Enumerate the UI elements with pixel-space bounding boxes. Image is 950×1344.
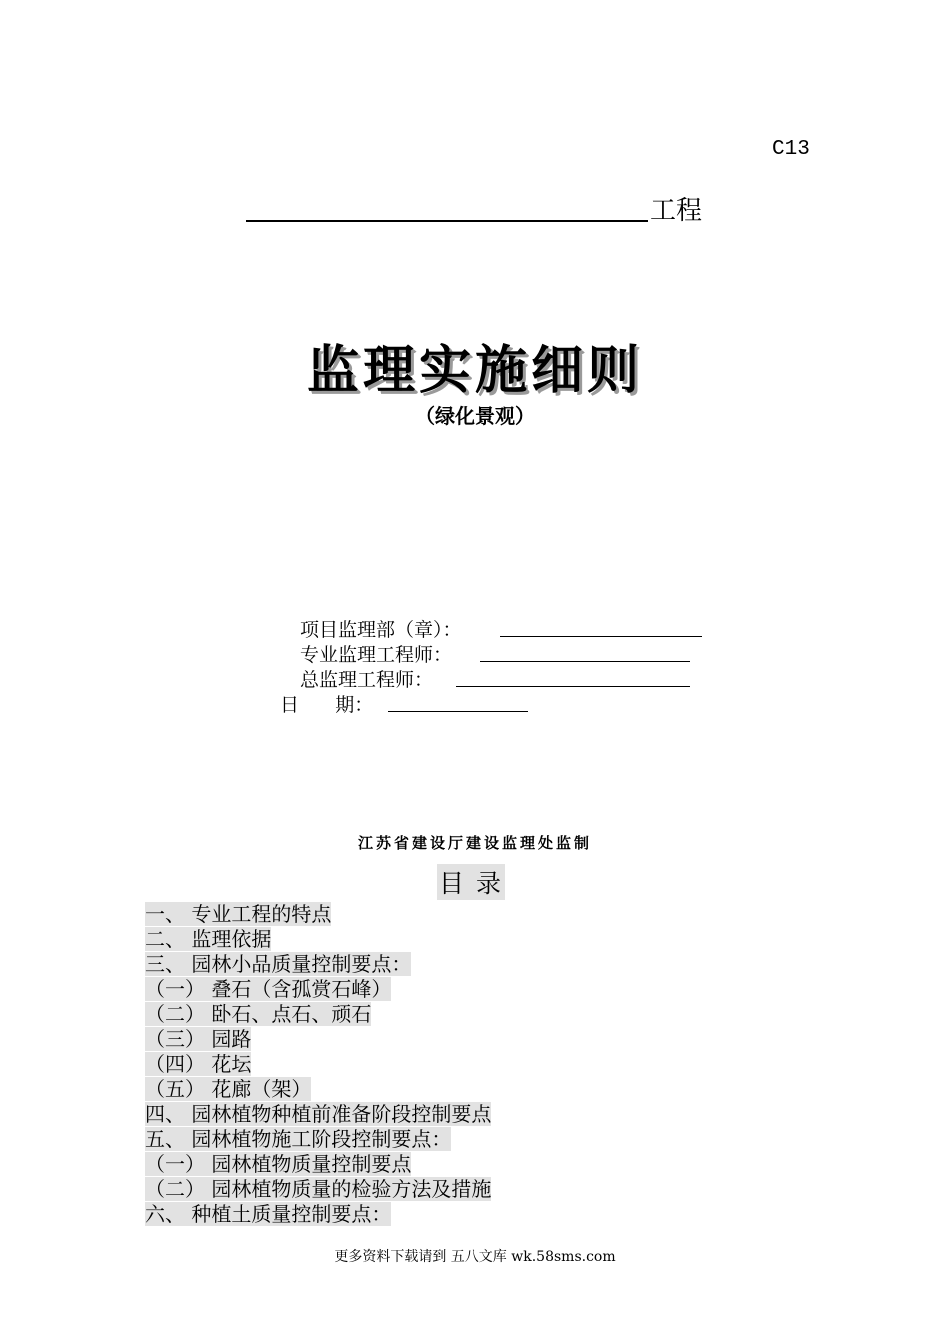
- toc-item: （三） 园路: [145, 1027, 252, 1051]
- toc-item: 四、 园林植物种植前准备阶段控制要点: [145, 1102, 492, 1126]
- signature-line-chief: [456, 685, 690, 687]
- signature-label-specialist: 专业监理工程师：: [300, 644, 453, 666]
- toc-item: 二、 监理依据: [145, 927, 272, 951]
- toc-item: 三、 园林小品质量控制要点：: [145, 952, 412, 976]
- toc-item: 五、 园林植物施工阶段控制要点：: [145, 1127, 452, 1151]
- toc-item: 一、 专业工程的特点: [145, 902, 332, 926]
- footer-note: 更多资料下载请到 五八文库 wk.58sms.com: [334, 1249, 616, 1265]
- signature-label-chief: 总监理工程师：: [300, 669, 434, 691]
- signature-label-date: 日 期：: [280, 694, 374, 716]
- document-code: C13: [772, 138, 810, 161]
- toc-item: （四） 花坛: [145, 1052, 252, 1076]
- toc-item: （二） 园林植物质量的检验方法及措施: [145, 1177, 492, 1201]
- issuer-note: 江苏省建设厅建设监理处监制: [357, 834, 592, 852]
- signature-line-specialist: [480, 660, 690, 662]
- signature-label-department: 项目监理部（章）：: [300, 619, 462, 641]
- table-of-contents: [145, 902, 491, 1227]
- toc-title: 目 录: [437, 864, 505, 900]
- toc-item: （一） 叠石（含孤赏石峰）: [145, 977, 392, 1001]
- document-title: 监理实施细则: [306, 341, 643, 401]
- signature-line-date: [388, 710, 528, 712]
- project-name-blank: [246, 188, 648, 222]
- toc-item: （二） 卧石、点石、顽石: [145, 1002, 372, 1026]
- project-suffix: 工程: [650, 196, 703, 226]
- document-subtitle: （绿化景观）: [415, 404, 535, 428]
- toc-item: （五） 花廊（架）: [145, 1077, 312, 1101]
- toc-item: 六、 种植土质量控制要点：: [145, 1202, 392, 1226]
- toc-item: （一） 园林植物质量控制要点: [145, 1152, 412, 1176]
- signature-line-department: [500, 635, 702, 637]
